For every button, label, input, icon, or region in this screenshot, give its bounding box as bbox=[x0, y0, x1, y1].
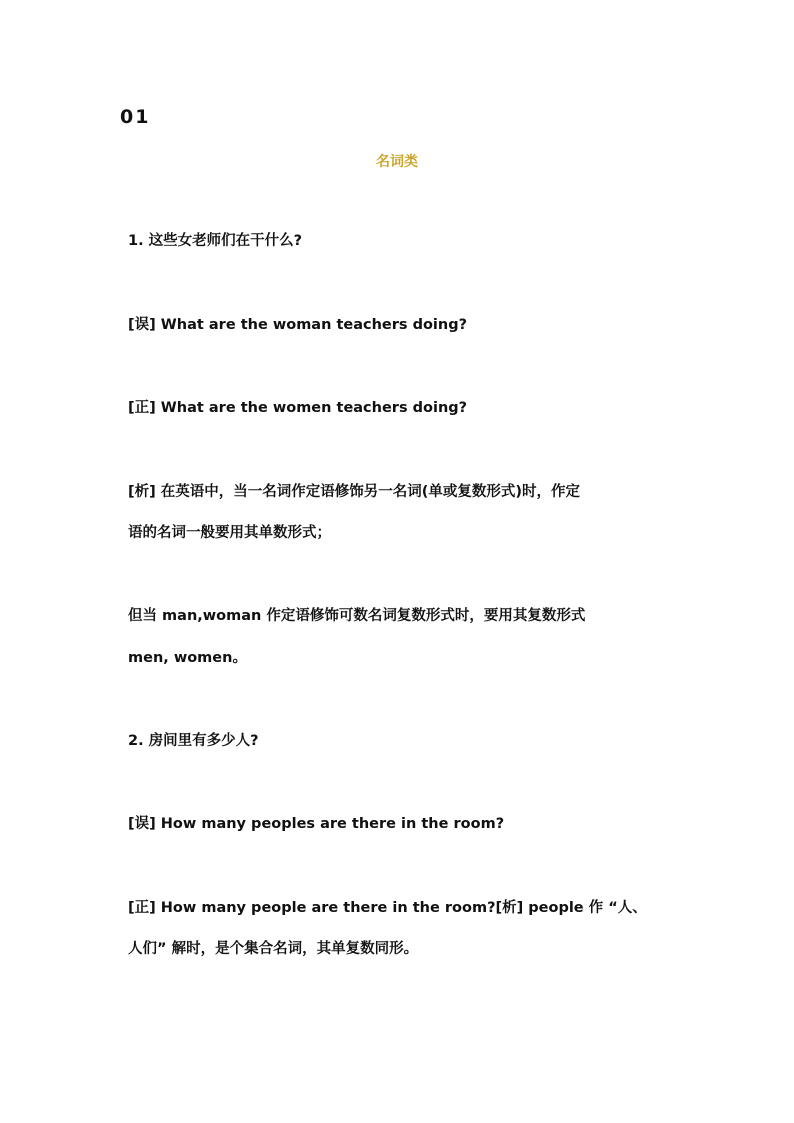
wrong-sentence-2: [误] How many peoples are there in the room? bbox=[128, 816, 505, 832]
analysis-1-line-2: 语的名词一般要用其单数形式； bbox=[128, 525, 331, 541]
correct-sentence-1: [正] What are the women teachers doing? bbox=[128, 400, 468, 416]
analysis-1-line-3: 但当 man,woman 作定语修饰可数名词复数形式时，要用其复数形式 bbox=[128, 608, 586, 624]
wrong-sentence-1: [误] What are the woman teachers doing? bbox=[128, 317, 468, 333]
question-1: 1. 这些女老师们在干什么? bbox=[128, 233, 303, 249]
section-number: 01 bbox=[120, 106, 151, 128]
section-title: 名词类 bbox=[376, 154, 418, 170]
correct-sentence-2-line-1: [正] How many people are there in the room?[析] people 作 “人、 bbox=[128, 900, 647, 916]
correct-sentence-2-line-2: 人们” 解时，是个集合名词，其单复数同形。 bbox=[128, 941, 419, 957]
analysis-1-line-1: [析] 在英语中，当一名词作定语修饰另一名词(单或复数形式)时，作定 bbox=[128, 484, 581, 500]
analysis-1-line-4: men, women。 bbox=[128, 650, 247, 666]
question-2: 2. 房间里有多少人? bbox=[128, 733, 259, 749]
